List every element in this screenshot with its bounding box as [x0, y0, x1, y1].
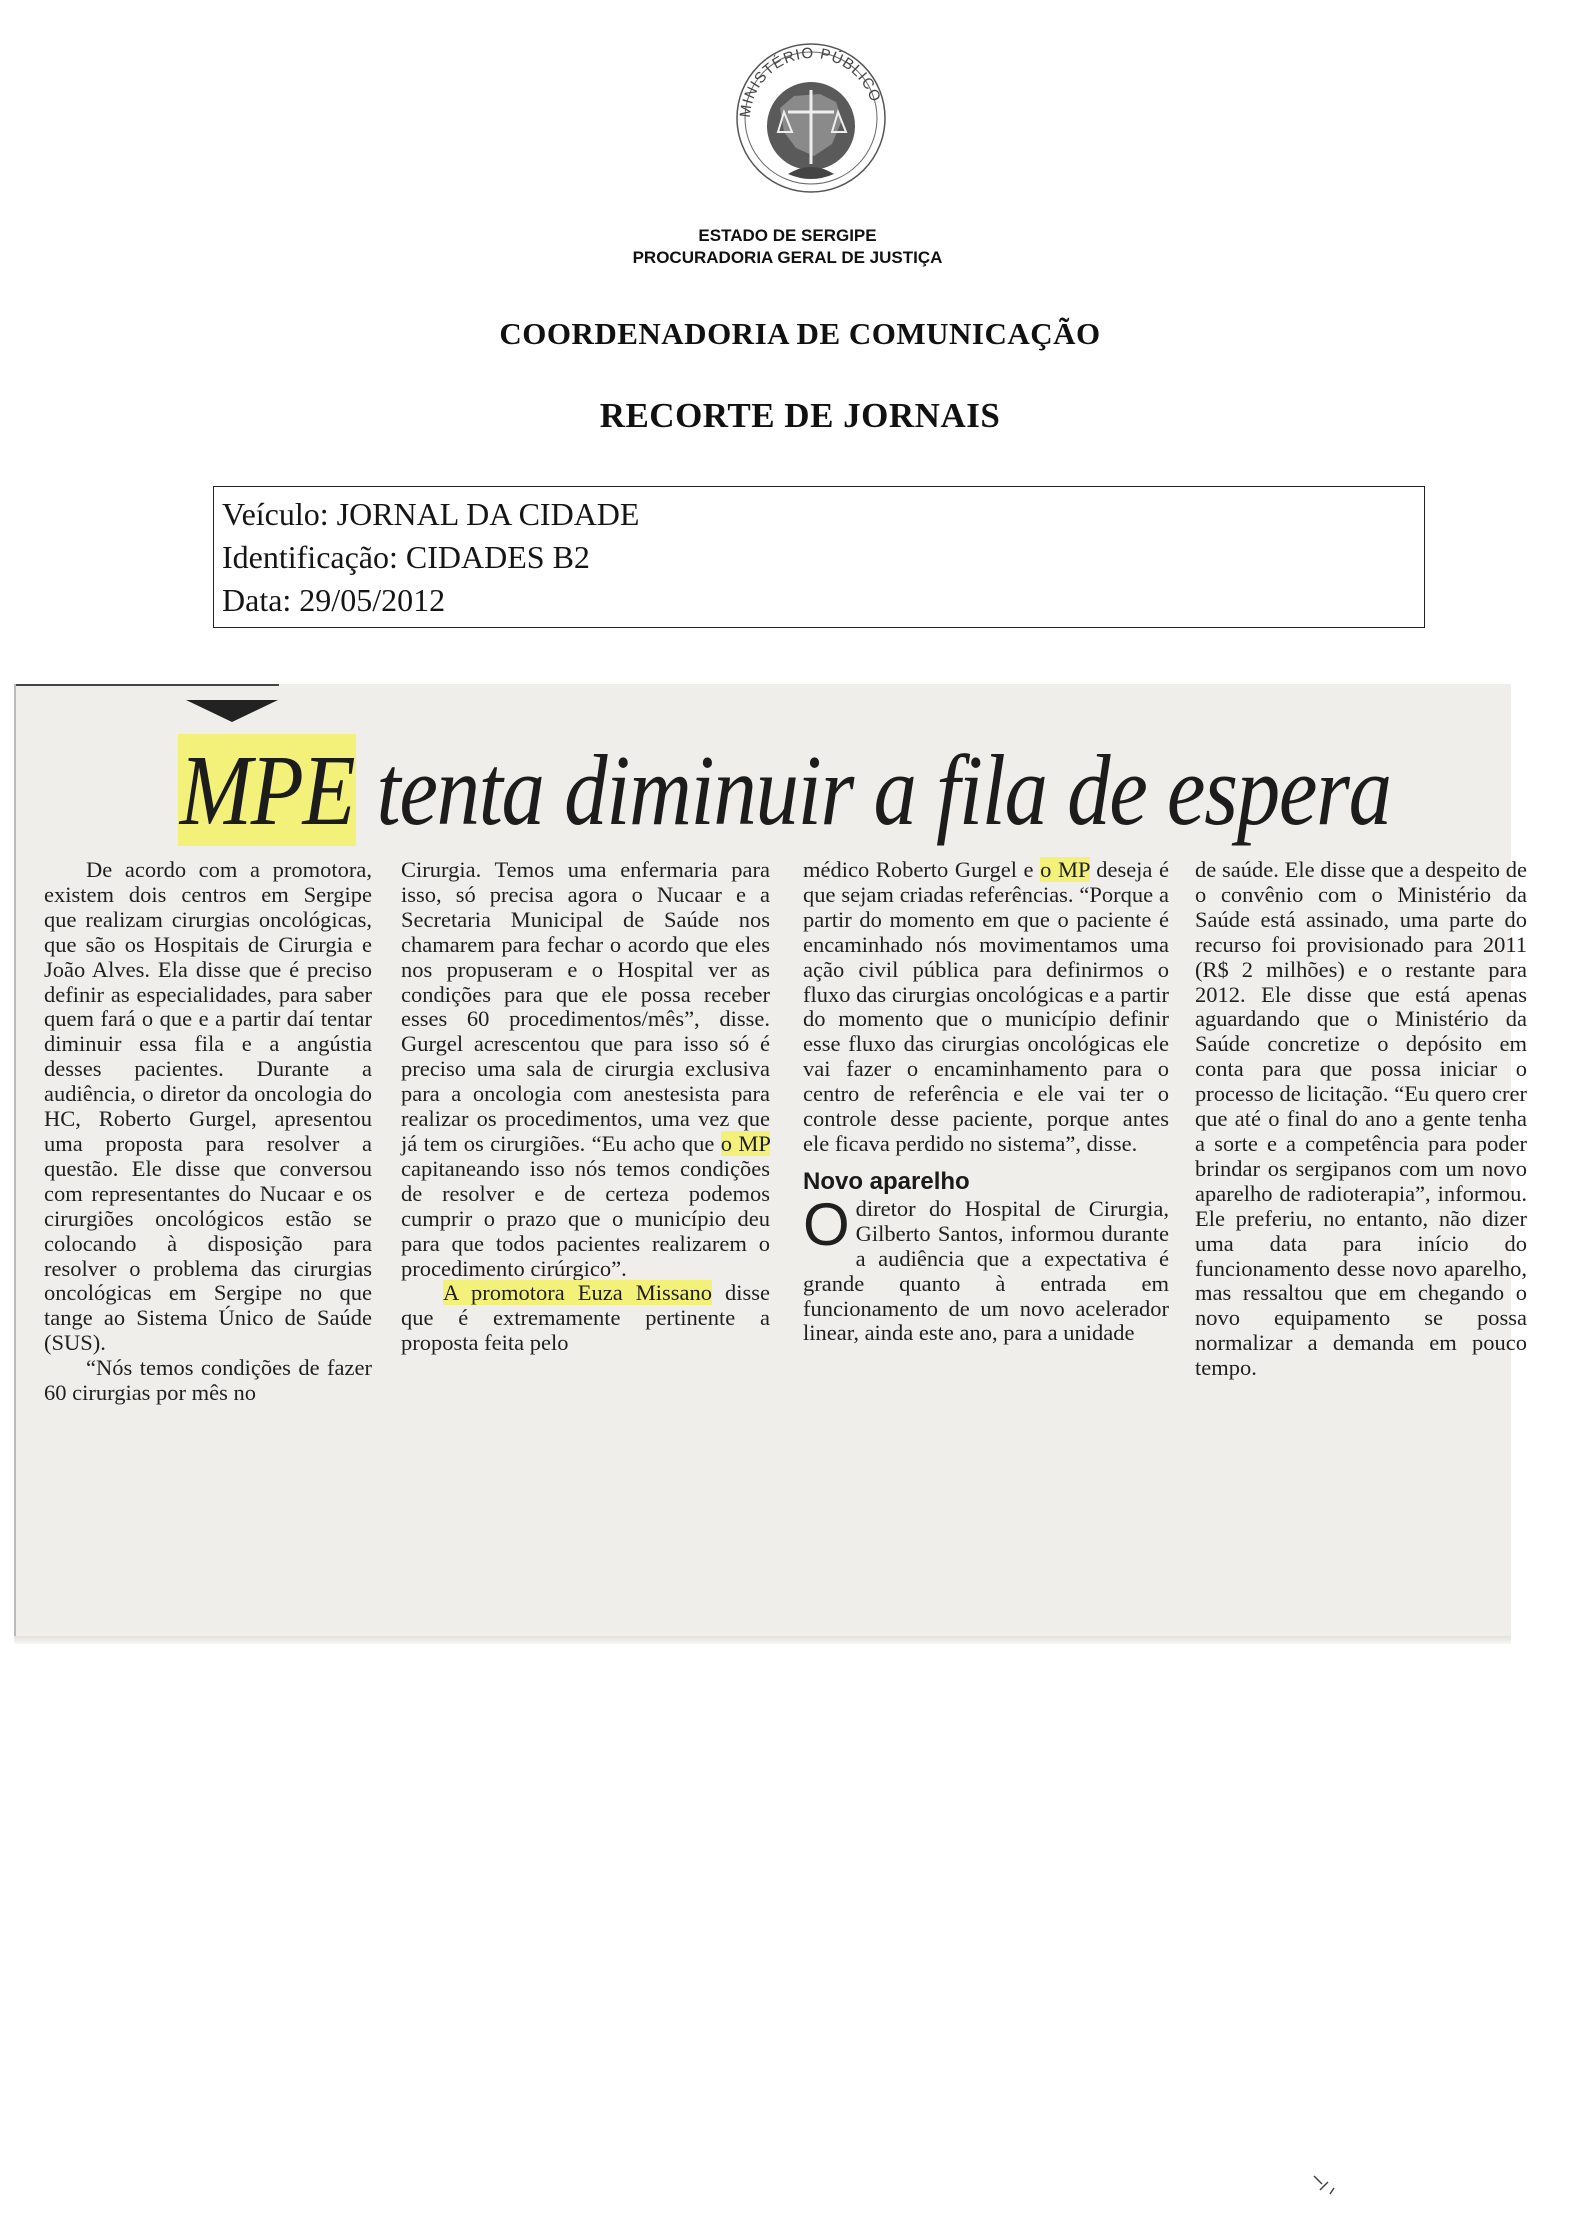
column-3-text: médico Roberto Gurgel e: [803, 857, 1041, 882]
column-3-paragraph: [803, 858, 1169, 1157]
column-3-text: deseja é que sejam criadas referências. “Porque a partir do momento em que o paciente é encaminhado nós movimentamos uma ação civil pública para definirmos o fluxo das cirurgias oncológicas e a partir do momento que o município definir esse fluxo das cirurgias oncológicas ele vai fazer o encaminhamento para o centro de referência e ele vai ter o controle desse paciente, porque antes ele ficava perdido no sistema”, disse.: [803, 857, 1169, 1156]
column-2-paragraph: [401, 1281, 770, 1356]
column-1-paragraph: “Nós temos condições de fazer 60 cirurgias por mês no: [44, 1355, 372, 1406]
column-2-text: capitaneando isso nós temos condições de resolver e de certeza podemos cumprir o prazo que o município deu para que todos pacientes realizarem o procedimento cirúrgico”.: [401, 1155, 770, 1281]
article-column-2: [401, 858, 770, 1356]
clipping-top-rule: [14, 684, 279, 686]
article-column-4: [1195, 858, 1527, 1381]
state-name: ESTADO DE SERGIPE: [698, 226, 877, 245]
highlight-promotora: A promotora Euza Missano: [443, 1280, 712, 1306]
article-column-3: [803, 858, 1169, 1346]
highlight-o-mp: o MP: [720, 1130, 771, 1156]
highlight-o-mp: o MP: [1040, 857, 1090, 882]
identification-box: [213, 486, 1425, 628]
headline-highlight: MPE: [179, 734, 355, 846]
column-4-paragraph: de saúde. Ele disse que a despeito de o convênio com o Ministério da Saúde está assinado, uma parte do recurso foi provisionado para 2011 (R$ 2 milhões) e o restante para 2012. Ele disse que está apenas aguardando que o Ministério da Saúde concretize o depósito em conta para que possa iniciar o processo de licitação. “Eu quero crer que até o final do ano a gente tenha a sorte e a competência para poder brindar os sergipanos com um novo aparelho de radioterapia”, informou. Ele preferiu, no entanto, não dizer uma data para início do funcionamento desse novo aparelho, mas ressaltou que em chegando o novo equipamento se possa normalizar a demanda em pouco tempo.: [1195, 857, 1527, 1381]
data-line: Data: 29/05/2012: [222, 582, 446, 618]
column-2-text: disse que é extremamente pertinente a proposta feita pelo: [401, 1280, 770, 1356]
subheading-novo-aparelho: Novo aparelho: [803, 1167, 970, 1195]
document-type-title: RECORTE DE JORNAIS: [599, 396, 1001, 435]
ministerio-publico-seal: [728, 28, 894, 194]
clipping-left-edge: [14, 684, 16, 1644]
section-marker-triangle-icon: [186, 700, 278, 722]
column-1-paragraph: De acordo com a promotora, existem dois centros em Sergipe que realizam cirurgias oncológicas, que são os Hospitais de Cirurgia e João Alves. Ela disse que é preciso definir as especialidades, para saber quem fará o que e a partir daí tentar diminuir essa fila e a angústia desses pacientes. Durante a audiência, o diretor da oncologia do HC, Roberto Gurgel, apresentou uma proposta para resolver a questão. Ele disse que conversou com representantes do Nucaar e os cirurgiões oncológicos estão se colocando à disposição para resolver o problema das cirurgias oncológicas em Sergipe no que tange ao Sistema Único de Saúde (SUS).: [44, 857, 372, 1356]
article-column-1: [44, 858, 372, 1406]
clipping-bottom-shadow: [14, 1636, 1511, 1644]
column-3-paragraph: [803, 1190, 1169, 1346]
identificacao-line: Identificação: CIDADES B2: [222, 539, 590, 575]
drop-cap: O: [803, 1190, 850, 1258]
stray-mark: [1310, 2170, 1340, 2198]
office-name: PROCURADORIA GERAL DE JUSTIÇA: [632, 248, 943, 267]
column-2-paragraph: [401, 858, 770, 1281]
veiculo-line: Veículo: JORNAL DA CIDADE: [222, 496, 640, 532]
department-title: COORDENADORIA DE COMUNICAÇÃO: [499, 316, 1101, 351]
headline-text: tenta diminuir a fila de espera: [356, 734, 1391, 846]
column-3-text: diretor do Hospital de Cirurgia, Gilberto Santos, informou durante a audiência que a expectativa é grande quanto à entrada em funcionamento de um novo acelerador linear, ainda este ano, para a unidade: [803, 1195, 1169, 1346]
column-2-text: Cirurgia. Temos uma enfermaria para isso, só precisa agora o Nucaar e a Secretaria Municipal de Saúde nos chamarem para fechar o acordo que eles nos propuseram e o Hospital ver as condições para que ele possa receber esses 60 procedimentos/mês”, disse. Gurgel acrescentou que para isso só é preciso uma sala de cirurgia exclusiva para a oncologia com anestesista para realizar os procedimentos, uma vez que já tem os cirurgiões. “Eu acho que: [401, 857, 770, 1156]
article-headline: [178, 734, 1391, 846]
svg-text:MINISTÉRIO PÚBLICO: MINISTÉRIO PÚBLICO: [736, 44, 885, 119]
